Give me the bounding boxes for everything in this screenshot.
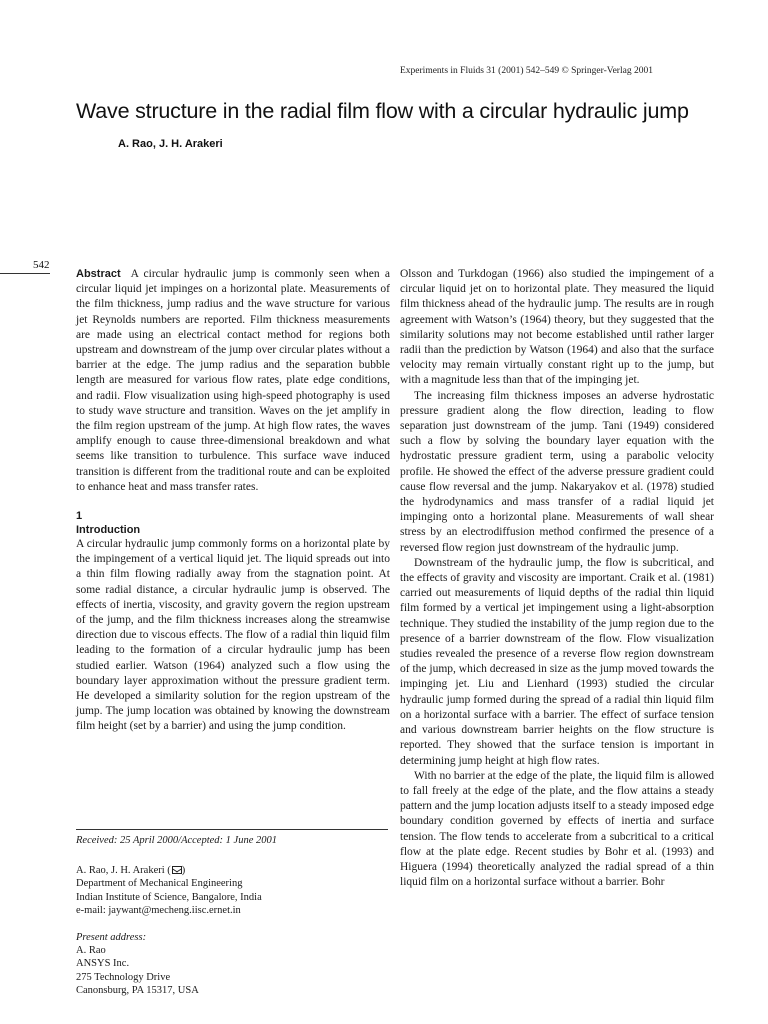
right-paragraph-2: The increasing film thickness imposes an adverse hydrostatic pressure gradient along the flow direction, leading to flow separation just downstream of the jump. Tani (1949) considered such a flow by solving the boundary layer equation with the hydrostatic pressure gradient term, using a parabolic velocity profile. He showed the effect of the adverse pressure gradient could cause flow reversal and the jump. Nakaryakov et al. (1978) studied the hydrodynamics and mass transfer of a radial liquid jet impinging onto a horizontal plane. Measurements of wall shear stress by an electrodiffusion method confirmed the presence of a reversed flow region just downstream of the hydraulic jump. [400,389,714,554]
institute: Indian Institute of Science, Bangalore, India [76,891,262,903]
department: Department of Mechanical Engineering [76,878,243,890]
present-address-city: Canonsburg, PA 15317, USA [76,984,199,996]
right-column [400,267,714,890]
journal-reference: Experiments in Fluids 31 (2001) 542–549 © Springer-Verlag 2001 [400,66,653,76]
abstract [76,267,390,495]
right-paragraph-3: Downstream of the hydraulic jump, the flow is subcritical, and the effects of gravity and viscosity are important. Craik et al. (1981) carried out measurements of liquid depths of the radial thin liquid film formed by a vertical jet impingement using a light-absorption technique. They studied the instability of the jump region due to the presence of a barrier downstream of the flow. Flow visualization studies revealed the presence of a reverse flow region downstream of the jump, which decreased in size as the jump moved towards the impinging jet. Liu and Lienhard (1993) studied the circular hydraulic jump formed during the spread of a radial thin liquid film on a horizontal surface with a barrier. The effect of surface tension and various downstream barrier heights on the flow structure is reported. They showed that the surface tension is important in determining jump height at high flow rates. [400,556,714,767]
right-paragraph-4: With no barrier at the edge of the plate, the liquid film is allowed to fall freely at the edge of the plate, and the flow attains a steady pattern and the jump location adjusts itself to a steady imposed edge boundary condition governed by effects of inertia and surface tension. The flow tends to accelerate from a subcritical to a critical flow at the plate edge. Recent studies by Bohr et al. (1993) and Higuera (1994) theoretically analyzed the radial spread of a thin liquid film on a horizontal surface without a barrier. Bohr [400,769,714,889]
section-title: Introduction [76,524,141,537]
article-footnote [76,834,390,997]
present-address-company: ANSYS Inc. [76,958,130,970]
section-number: 1 [76,510,83,523]
page-number: 542 [33,259,50,271]
corresponding-authors [76,864,390,877]
page-number-rule [0,273,50,274]
paper-title: Wave structure in the radial film flow with a circular hydraulic jump [76,99,689,123]
left-column [76,267,390,735]
author-line-text: A. Rao, J. H. Arakeri ( [76,865,171,877]
author-line-end: ) [181,865,186,877]
footnote-gap [76,917,390,931]
email-address[interactable]: e-mail: jaywant@mecheng.iisc.ernet.in [76,904,241,916]
right-paragraph-1: Olsson and Turkdogan (1966) also studied the impingement of a circular liquid jet on to horizontal plate. They measured the liquid film thickness ahead of the hydraulic jump. The results are in rough agreement with Watson’s (1964) theory, but they suggested that the similarity solutions may not become established until rather larger radii than the prediction by Watson (1964) and also that the surface velocity may remain virtually constant right up to the jump, but with a magnitude less than that of the impinging jet. [400,268,714,387]
footnote-rule [76,829,388,830]
paper-authors: A. Rao, J. H. Arakeri [118,138,223,150]
present-address-street: 275 Technology Drive [76,971,171,983]
present-address-label: Present address: [76,932,147,944]
received-dates: Received: 25 April 2000/Accepted: 1 June 2001 [76,835,277,846]
intro-paragraph-1: A circular hydraulic jump commonly forms on a horizontal plate by the impingement of a vertical liquid jet. The liquid spreads out into a thin film flowing radially away from the stagnation point. At some radial distance, a circular hydraulic jump is observed. The effects of inertia, viscosity, and gravity govern the region upstream of the jump, and the film thickness increases along the streamwise direction due to viscous effects. The flow of a radial thin liquid film leading to the formation of a circular hydraulic jump has been studied earlier. Watson (1964) analyzed such a flow using the boundary layer approximation without the pressure gradient term. He developed a similarity solution for the region upstream of the jump. The jump location was obtained by knowing the downstream film height (set by a barrier) and using the jump condition. [76,538,390,733]
abstract-label: Abstract [76,268,121,280]
envelope-icon [172,866,182,874]
present-address-name: A. Rao [76,945,106,957]
abstract-text: A circular hydraulic jump is commonly seen when a circular liquid jet impinges on a horizontal plate. Measurements of the film thickness, jump radius and the wave structure for various jet Reynolds numbers are reported. Film thickness measurements are made using an electrical contact method for regions both upstream and downstream of the jump over circular plates without a barrier at the edge. The jump radius and the separation bubble length are measured for various flow rates, plate edge conditions, and radii. Flow visualization using high-speed photography is used to study wave structure and transition. Waves on the jet amplify in the film region upstream of the jump. At high flow rates, the waves amplify enough to cause three-dimensional breakdown and what seems like transition to turbulence. This surface wave induced transition is different from the traditional route and can be exploited to enhance heat and mass transfer rates. [76,268,390,493]
